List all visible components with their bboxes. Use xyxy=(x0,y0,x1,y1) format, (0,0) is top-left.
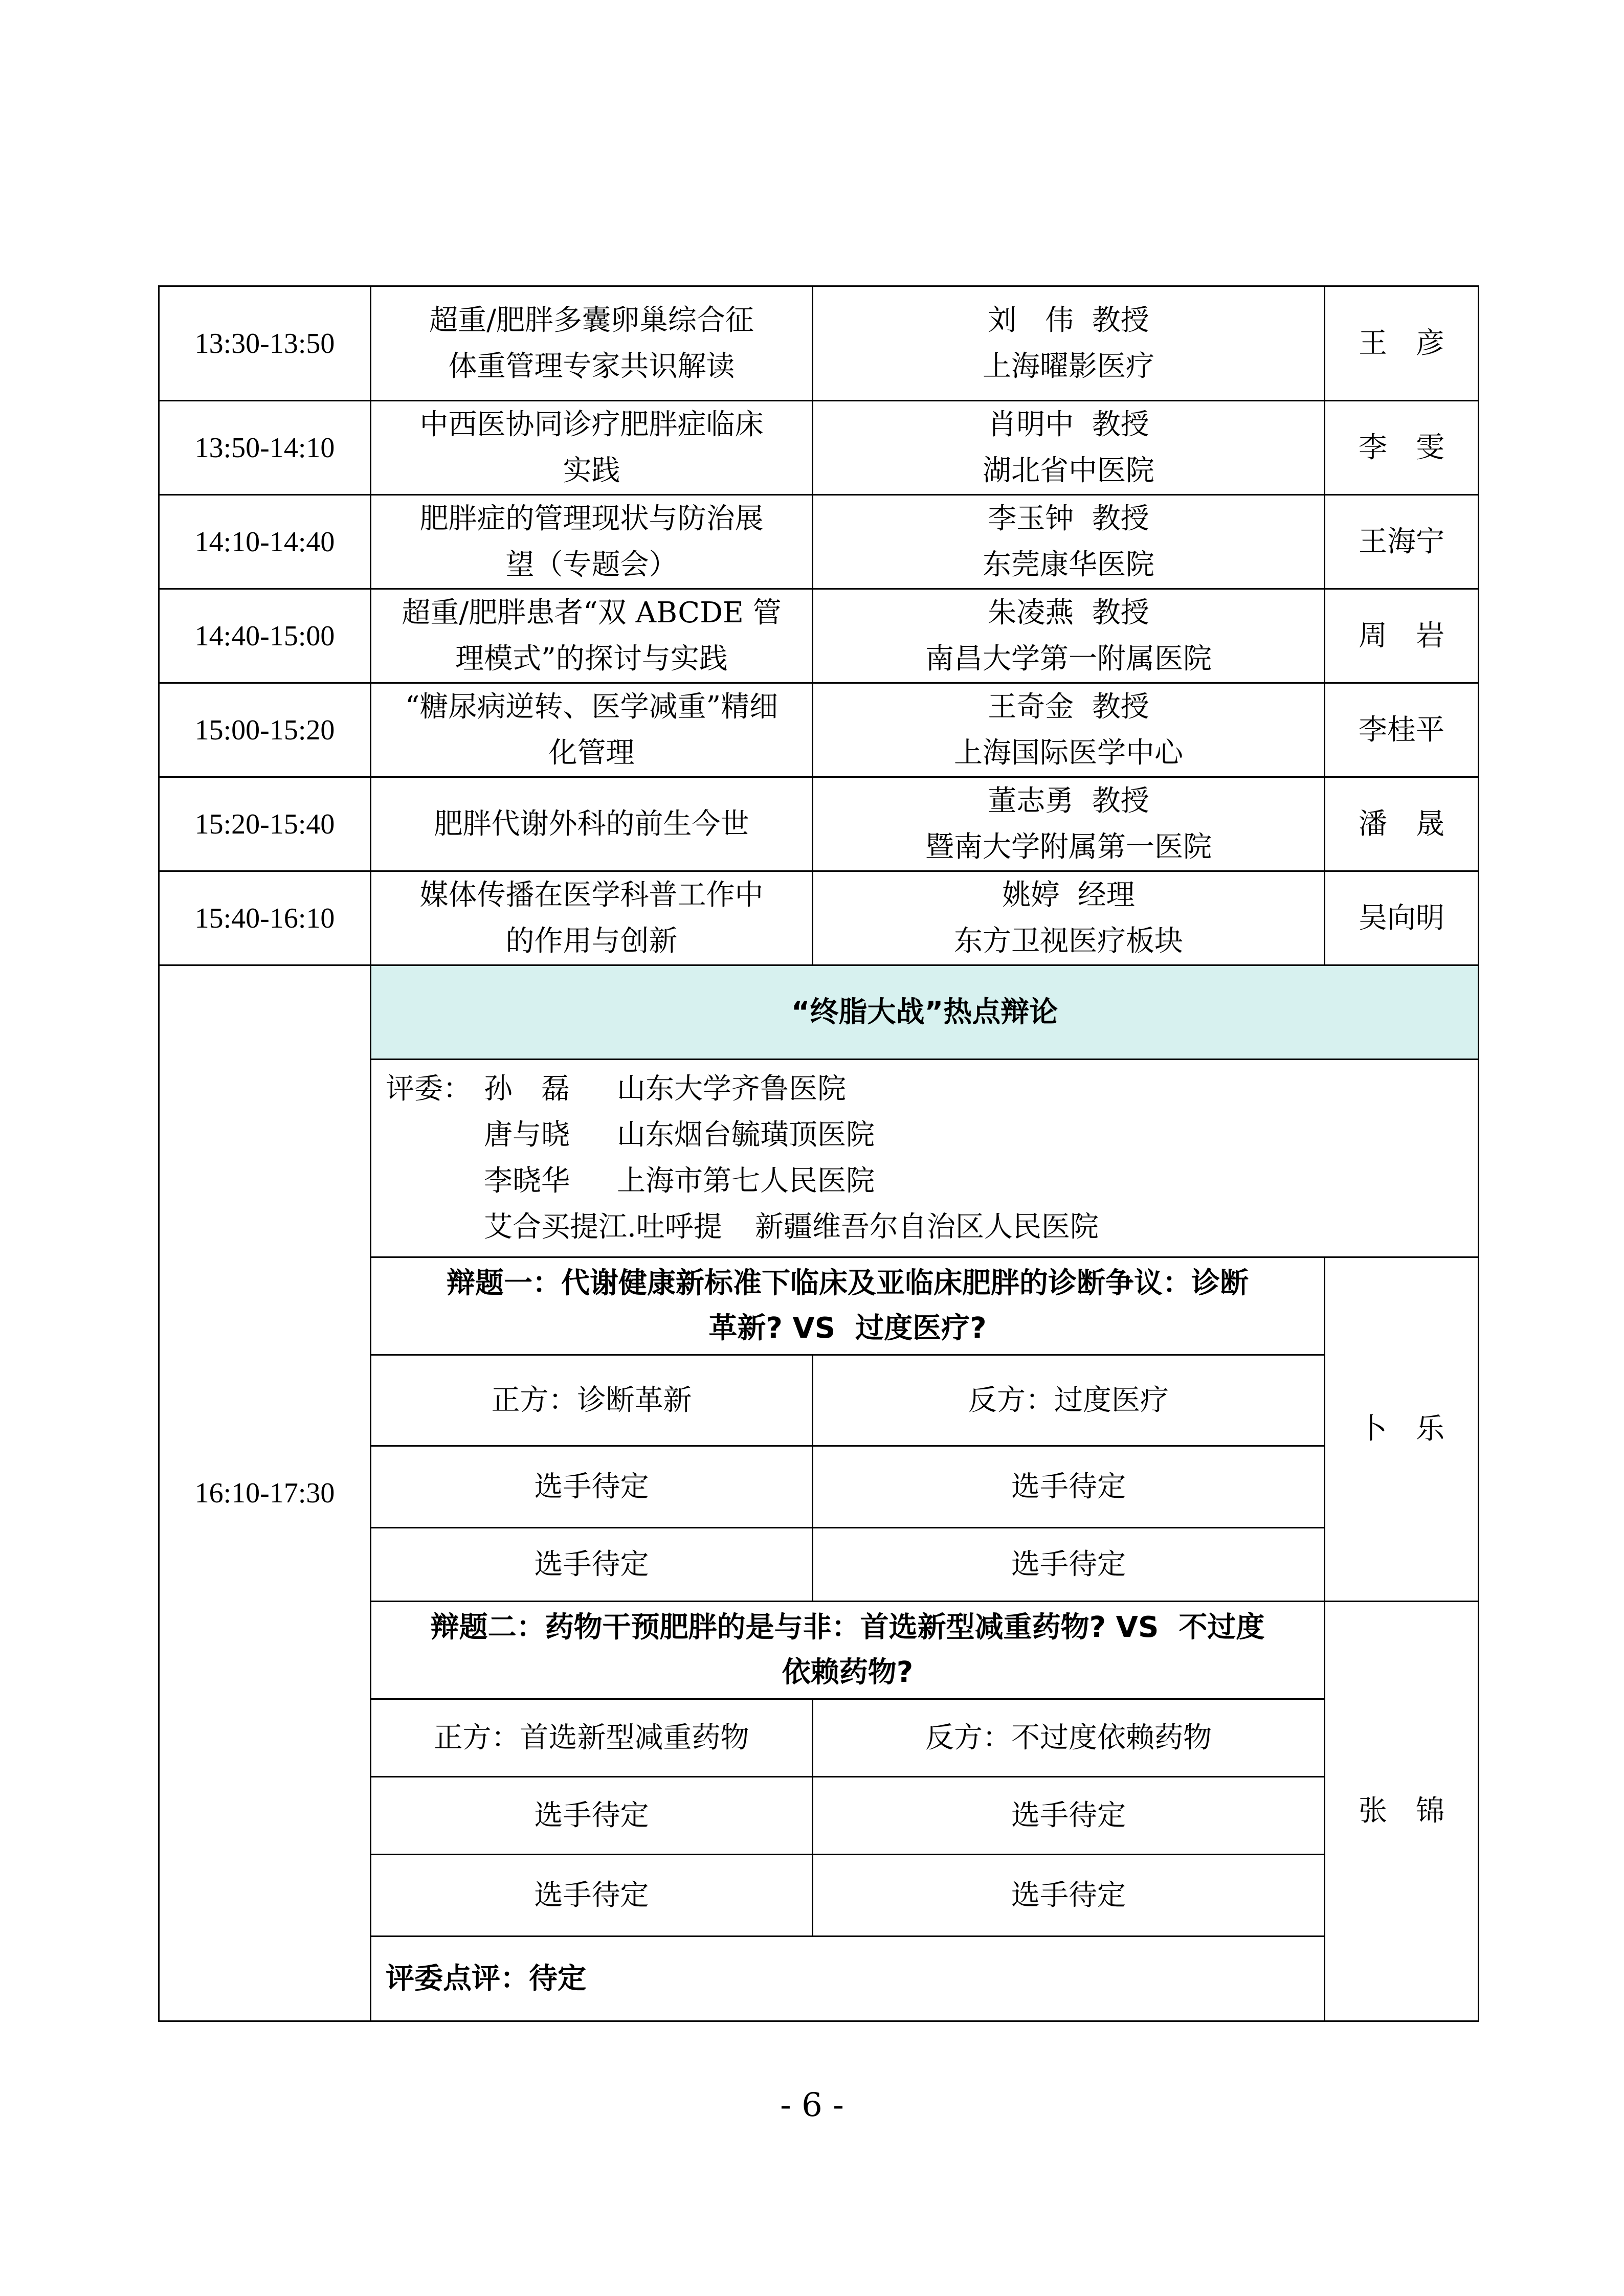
session-chair: 李桂平 xyxy=(1325,683,1479,777)
agenda-row xyxy=(159,589,1479,683)
debate-topic-1: 辩题一：代谢健康新标准下临床及亚临床肥胖的诊断争议：诊断 革新? VS 过度医疗? xyxy=(371,1257,1325,1355)
session-topic: 肥胖症的管理现状与防治展 望（专题会） xyxy=(371,495,813,589)
judge-line xyxy=(386,1066,1463,1112)
session-topic: 超重/肥胖多囊卵巢综合征 体重管理专家共识解读 xyxy=(371,286,813,401)
session-chair: 王 彦 xyxy=(1325,286,1479,401)
player-cell: 选手待定 xyxy=(813,1855,1325,1937)
session-speaker: 董志勇 教授 暨南大学附属第一医院 xyxy=(813,777,1325,871)
session-time: 13:50-14:10 xyxy=(159,401,371,495)
session-speaker: 朱凌燕 教授 南昌大学第一附属医院 xyxy=(813,589,1325,683)
player-cell: 选手待定 xyxy=(371,1855,813,1937)
judge-org: 山东烟台毓璜顶医院 xyxy=(617,1118,875,1152)
agenda-row xyxy=(159,286,1479,401)
session-topic: 超重/肥胖患者“双 ABCDE 管 理模式”的探讨与实践 xyxy=(371,589,813,683)
agenda-row xyxy=(159,777,1479,871)
judge-line xyxy=(386,1158,1463,1204)
agenda-row xyxy=(159,495,1479,589)
judge-line xyxy=(386,1204,1463,1250)
session-speaker: 王奇金 教授 上海国际医学中心 xyxy=(813,683,1325,777)
judge-name: 唐与晓 xyxy=(484,1118,570,1152)
session-topic: 中西医协同诊疗肥胖症临床 实践 xyxy=(371,401,813,495)
judge-org: 新疆维吾尔自治区人民医院 xyxy=(754,1210,1099,1244)
debate-title-row xyxy=(159,965,1479,1060)
player-cell: 选手待定 xyxy=(813,1777,1325,1855)
judge-name: 李晓华 xyxy=(484,1164,570,1198)
session-topic: 媒体传播在医学科普工作中 的作用与创新 xyxy=(371,871,813,965)
session-chair: 吴向明 xyxy=(1325,871,1479,965)
player-cell: 选手待定 xyxy=(371,1446,813,1528)
judge-name: 艾合买提江.吐呼提 xyxy=(484,1210,722,1244)
session-speaker: 姚婷 经理 东方卫视医疗板块 xyxy=(813,871,1325,965)
session-speaker: 刘 伟 教授 上海曜影医疗 xyxy=(813,286,1325,401)
session-topic: 肥胖代谢外科的前生今世 xyxy=(371,777,813,871)
debate-title: “终脂大战”热点辩论 xyxy=(371,965,1479,1060)
page-number: - 6 - xyxy=(780,2086,844,2124)
debate-time: 16:10-17:30 xyxy=(159,965,371,2021)
agenda-row xyxy=(159,683,1479,777)
con-side: 反方：过度医疗 xyxy=(813,1355,1325,1446)
session-speaker: 李玉钟 教授 东莞康华医院 xyxy=(813,495,1325,589)
player-cell: 选手待定 xyxy=(813,1528,1325,1602)
judge-name: 孙 磊 xyxy=(484,1072,570,1106)
session-time: 14:10-14:40 xyxy=(159,495,371,589)
judge-org: 上海市第七人民医院 xyxy=(617,1164,875,1198)
player-cell: 选手待定 xyxy=(813,1446,1325,1528)
judges-review: 评委点评：待定 xyxy=(371,1937,1325,2021)
session-speaker: 肖明中 教授 湖北省中医院 xyxy=(813,401,1325,495)
session-time: 15:00-15:20 xyxy=(159,683,371,777)
agenda-row xyxy=(159,401,1479,495)
session-time: 14:40-15:00 xyxy=(159,589,371,683)
judge-org: 山东大学齐鲁医院 xyxy=(617,1072,846,1106)
debate-chair-1: 卜 乐 xyxy=(1325,1257,1479,1602)
debate-chair-2: 张 锦 xyxy=(1325,1602,1479,2021)
debate-topic-2: 辩题二：药物干预肥胖的是与非：首选新型减重药物? VS 不过度 依赖药物? xyxy=(371,1602,1325,1699)
judges-list xyxy=(371,1060,1479,1257)
player-cell: 选手待定 xyxy=(371,1777,813,1855)
session-chair: 潘 晟 xyxy=(1325,777,1479,871)
pro-side: 正方：诊断革新 xyxy=(371,1355,813,1446)
agenda-row xyxy=(159,871,1479,965)
session-chair: 王海宁 xyxy=(1325,495,1479,589)
judge-line xyxy=(386,1112,1463,1158)
session-time: 15:40-16:10 xyxy=(159,871,371,965)
session-chair: 周 岩 xyxy=(1325,589,1479,683)
agenda-table xyxy=(158,285,1479,2022)
con-side: 反方：不过度依赖药物 xyxy=(813,1699,1325,1777)
session-time: 15:20-15:40 xyxy=(159,777,371,871)
session-chair: 李 雯 xyxy=(1325,401,1479,495)
player-cell: 选手待定 xyxy=(371,1528,813,1602)
session-topic: “糖尿病逆转、医学减重”精细 化管理 xyxy=(371,683,813,777)
session-time: 13:30-13:50 xyxy=(159,286,371,401)
pro-side: 正方：首选新型减重药物 xyxy=(371,1699,813,1777)
judges-label: 评委： xyxy=(386,1072,472,1106)
